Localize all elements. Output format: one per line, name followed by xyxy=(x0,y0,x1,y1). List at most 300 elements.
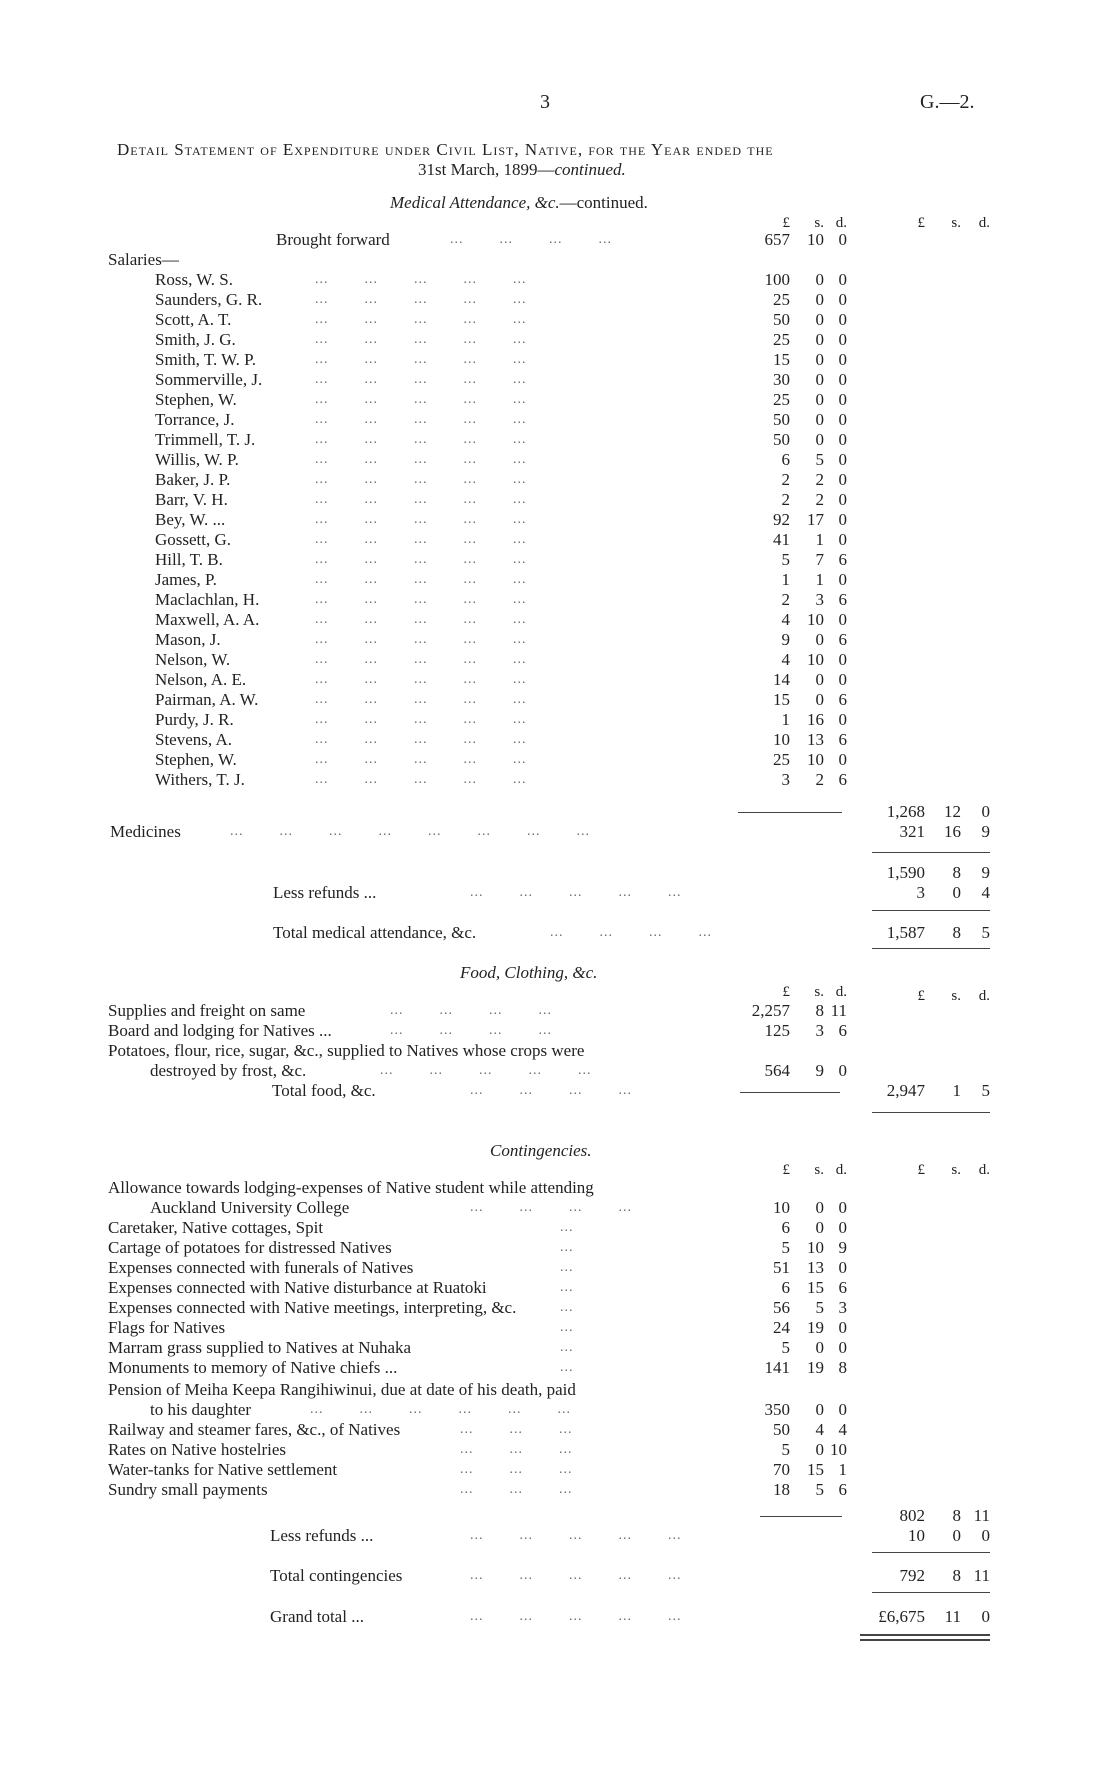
salary-row-pence: 0 xyxy=(838,410,847,429)
leader-dots: ... ... ... xyxy=(460,1462,573,1477)
salary-row-pounds: 50 xyxy=(773,310,790,329)
salary-row-pence: 0 xyxy=(838,310,847,329)
contingency-row-label: Cartage of potatoes for distressed Natives xyxy=(108,1238,392,1257)
medicines-pence: 9 xyxy=(981,822,990,841)
salary-row-pounds: 9 xyxy=(781,630,790,649)
leader-dots: ... xyxy=(560,1300,574,1315)
salaries-label: Salaries— xyxy=(108,250,179,269)
leader-dots: ... ... ... ... ... ... ... ... xyxy=(230,824,590,839)
unit-shillings-col2: s. xyxy=(951,988,961,1004)
salary-row-pounds: 2 xyxy=(781,490,790,509)
pension-pounds: 350 xyxy=(764,1400,790,1419)
contingency-row-pounds: 5 xyxy=(781,1440,790,1459)
contingency-row-shillings: 5 xyxy=(815,1298,824,1317)
grand-total-pounds: £6,675 xyxy=(878,1607,925,1626)
food-potatoes-label-1: Potatoes, flour, rice, sugar, &c., supplied to Natives whose crops were xyxy=(108,1041,585,1060)
leader-dots: ... ... ... ... xyxy=(450,232,612,247)
contingency-row-pounds: 6 xyxy=(781,1218,790,1237)
salary-row-pounds: 5 xyxy=(781,550,790,569)
contingency-row-pounds: 70 xyxy=(773,1460,790,1479)
report-code: G.—2. xyxy=(920,91,975,113)
leader-dots: ... ... ... ... ... xyxy=(315,632,527,647)
salary-row-pounds: 10 xyxy=(773,730,790,749)
grand-total-pence: 0 xyxy=(981,1607,990,1626)
rule xyxy=(738,812,842,813)
salary-row-pence: 0 xyxy=(838,390,847,409)
leader-dots: ... ... ... ... ... xyxy=(315,732,527,747)
medical-heading-title: Medical Attendance, &c. xyxy=(390,193,560,212)
salary-row-pence: 6 xyxy=(838,590,847,609)
salary-row-pounds: 50 xyxy=(773,410,790,429)
food-row-label: Supplies and freight on same xyxy=(108,1001,306,1020)
salary-row-shillings: 2 xyxy=(815,490,824,509)
salary-row-pence: 6 xyxy=(838,770,847,789)
contingency-row-pence: 9 xyxy=(838,1238,847,1257)
contingency-row-label: Rates on Native hostelries xyxy=(108,1440,286,1459)
salaries-total-shillings: 12 xyxy=(944,802,961,821)
unit-pence-col2: d. xyxy=(978,988,990,1004)
salary-row-pounds: 2 xyxy=(781,590,790,609)
rule xyxy=(740,1092,840,1093)
salary-row-pounds: 4 xyxy=(781,610,790,629)
salaries-total-pence: 0 xyxy=(981,802,990,821)
brought-forward-shillings: 10 xyxy=(807,230,824,249)
food-potatoes-pence: 0 xyxy=(838,1061,847,1080)
salary-row-shillings: 1 xyxy=(815,530,824,549)
salary-row-pence: 0 xyxy=(838,750,847,769)
leader-dots: ... ... ... ... ... xyxy=(315,332,527,347)
contingency-row-pence: 8 xyxy=(838,1358,847,1377)
salary-row-shillings: 10 xyxy=(807,610,824,629)
medical-heading-continued: —continued. xyxy=(559,193,648,212)
salary-row-shillings: 2 xyxy=(815,470,824,489)
salary-row-label: Saunders, G. R. xyxy=(155,290,263,309)
salary-row-label: Willis, W. P. xyxy=(155,450,239,469)
food-row-pence: 11 xyxy=(830,1001,847,1020)
brought-forward-pence: 0 xyxy=(838,230,847,249)
salary-row-label: Maxwell, A. A. xyxy=(155,610,260,629)
salary-row-pence: 0 xyxy=(838,470,847,489)
contingency-row-pence: 0 xyxy=(838,1338,847,1357)
contingency-row-pence: 3 xyxy=(838,1298,847,1317)
salary-row-label: Trimmell, T. J. xyxy=(155,430,256,449)
salary-row-label: Bey, W. ... xyxy=(155,510,226,529)
leader-dots: ... ... ... ... ... xyxy=(315,292,527,307)
leader-dots: ... ... ... ... ... xyxy=(315,752,527,767)
leader-dots: ... ... ... ... ... xyxy=(315,392,527,407)
contingency-row-pounds: 18 xyxy=(773,1480,790,1499)
section-heading-food: Food, Clothing, &c. xyxy=(460,963,598,982)
contingency-row-shillings: 4 xyxy=(815,1420,824,1439)
food-row-pounds: 2,257 xyxy=(751,1001,790,1020)
contingency-row-label: Marram grass supplied to Natives at Nuhaka xyxy=(108,1338,412,1357)
salary-row-shillings: 1 xyxy=(815,570,824,589)
leader-dots: ... ... ... ... ... xyxy=(315,412,527,427)
page-number: 3 xyxy=(540,91,550,113)
leader-dots: ... ... ... xyxy=(460,1482,573,1497)
medical-total-pounds: 1,587 xyxy=(886,923,925,942)
salary-row-pence: 6 xyxy=(838,730,847,749)
leader-dots: ... ... ... ... xyxy=(390,1003,552,1018)
leader-dots: ... ... ... ... ... xyxy=(315,312,527,327)
salary-row-pence: 0 xyxy=(838,430,847,449)
salary-row-label: Nelson, A. E. xyxy=(155,670,247,689)
leader-dots: ... ... ... ... ... xyxy=(315,572,527,587)
contingency-row-shillings: 0 xyxy=(815,1338,824,1357)
medical-total-pence: 5 xyxy=(981,923,990,942)
salary-row-shillings: 16 xyxy=(807,710,824,729)
contingencies-less-refunds-label: Less refunds ... xyxy=(270,1526,374,1545)
leader-dots: ... ... ... ... ... xyxy=(315,492,527,507)
medical-total-shillings: 8 xyxy=(952,923,961,942)
salary-row-pounds: 50 xyxy=(773,430,790,449)
salary-row-pence: 0 xyxy=(838,570,847,589)
leader-dots: ... ... ... ... ... xyxy=(315,432,527,447)
contingency-row-shillings: 15 xyxy=(807,1278,824,1297)
salary-row-pounds: 1 xyxy=(781,710,790,729)
leader-dots: ... ... ... ... xyxy=(470,1083,632,1098)
salary-row-label: Stevens, A. xyxy=(155,730,232,749)
food-row-shillings: 8 xyxy=(815,1001,824,1020)
salary-row-label: Scott, A. T. xyxy=(155,310,232,329)
leader-dots: ... xyxy=(560,1280,574,1295)
contingencies-subtotal-pence: 11 xyxy=(973,1506,990,1525)
contingency-row-label: Sundry small payments xyxy=(108,1480,268,1499)
salary-row-label: Ross, W. S. xyxy=(155,270,233,289)
title-line-1: Detail Statement of Expenditure under Civil List, Native, for the Year ended the xyxy=(117,140,774,159)
food-total-label: Total food, &c. xyxy=(272,1081,376,1100)
salary-row-pence: 0 xyxy=(838,290,847,309)
allowance-pence: 0 xyxy=(838,1198,847,1217)
salary-row-shillings: 2 xyxy=(815,770,824,789)
salary-row-shillings: 0 xyxy=(815,390,824,409)
medicines-shillings: 16 xyxy=(944,822,961,841)
salaries-total-pounds: 1,268 xyxy=(886,802,925,821)
food-potatoes-pounds: 564 xyxy=(764,1061,790,1080)
food-row-label: Board and lodging for Natives ... xyxy=(108,1021,332,1040)
salary-row-label: Mason, J. xyxy=(155,630,221,649)
salary-row-label: Gossett, G. xyxy=(155,530,232,549)
leader-dots: ... ... ... ... ... xyxy=(315,452,527,467)
salary-row-shillings: 7 xyxy=(815,550,824,569)
food-row-pence: 6 xyxy=(838,1021,847,1040)
salary-row-label: Torrance, J. xyxy=(155,410,235,429)
food-total-pence: 5 xyxy=(981,1081,990,1100)
salary-row-shillings: 10 xyxy=(807,750,824,769)
salary-row-shillings: 0 xyxy=(815,270,824,289)
leader-dots: ... ... ... ... ... xyxy=(315,712,527,727)
contingency-row-pounds: 51 xyxy=(773,1258,790,1277)
unit-pounds-col2: £ xyxy=(917,1162,925,1178)
contingency-row-pounds: 24 xyxy=(773,1318,790,1337)
medical-less-refunds-pence: 4 xyxy=(981,883,990,902)
contingency-row-label: Water-tanks for Native settlement xyxy=(108,1460,338,1479)
double-rule xyxy=(860,1634,990,1636)
salary-row-pounds: 41 xyxy=(773,530,790,549)
contingency-row-shillings: 10 xyxy=(807,1238,824,1257)
leader-dots: ... ... ... ... ... xyxy=(470,885,682,900)
contingencies-total-pounds: 792 xyxy=(899,1566,925,1585)
salary-row-pounds: 15 xyxy=(773,690,790,709)
rule xyxy=(872,1552,990,1553)
contingency-row-label: Expenses connected with Native meetings, interpreting, &c. xyxy=(108,1298,517,1317)
contingency-row-pence: 0 xyxy=(838,1258,847,1277)
leader-dots: ... xyxy=(560,1340,574,1355)
salary-row-label: Baker, J. P. xyxy=(155,470,231,489)
contingency-row-label: Expenses connected with funerals of Natives xyxy=(108,1258,414,1277)
contingencies-total-pence: 11 xyxy=(973,1566,990,1585)
food-row-pounds: 125 xyxy=(764,1021,790,1040)
salary-row-pounds: 92 xyxy=(773,510,790,529)
leader-dots: ... ... ... xyxy=(460,1422,573,1437)
rule xyxy=(872,1592,990,1593)
salary-row-pence: 0 xyxy=(838,450,847,469)
leader-dots: ... ... ... ... ... xyxy=(315,352,527,367)
allowance-shillings: 0 xyxy=(815,1198,824,1217)
leader-dots: ... ... ... ... ... ... xyxy=(310,1402,571,1417)
salary-row-pounds: 25 xyxy=(773,290,790,309)
rule xyxy=(760,1516,842,1517)
unit-pounds-col2: £ xyxy=(917,988,925,1004)
contingency-row-shillings: 5 xyxy=(815,1480,824,1499)
salary-row-shillings: 0 xyxy=(815,370,824,389)
rule xyxy=(872,1112,990,1113)
contingency-row-pounds: 141 xyxy=(764,1358,790,1377)
salary-row-pounds: 6 xyxy=(781,450,790,469)
leader-dots: ... ... ... ... xyxy=(390,1023,552,1038)
medical-less-refunds-label: Less refunds ... xyxy=(273,883,377,902)
salary-row-pounds: 25 xyxy=(773,750,790,769)
brought-forward-pounds: 657 xyxy=(764,230,790,249)
salary-row-pence: 0 xyxy=(838,610,847,629)
salary-row-shillings: 5 xyxy=(815,450,824,469)
allowance-pounds: 10 xyxy=(773,1198,790,1217)
unit-pence-col1: d. xyxy=(835,984,847,1000)
salary-row-pence: 0 xyxy=(838,710,847,729)
unit-shillings-col2: s. xyxy=(951,1162,961,1178)
leader-dots: ... ... ... ... ... xyxy=(470,1609,682,1624)
leader-dots: ... ... ... ... ... xyxy=(315,652,527,667)
salary-row-pence: 0 xyxy=(838,490,847,509)
salary-row-pence: 0 xyxy=(838,530,847,549)
medicines-pounds: 321 xyxy=(899,822,925,841)
salary-row-label: Hill, T. B. xyxy=(155,550,223,569)
salary-row-pence: 0 xyxy=(838,670,847,689)
rule xyxy=(872,948,990,949)
leader-dots: ... xyxy=(560,1220,574,1235)
medical-total-label: Total medical attendance, &c. xyxy=(273,923,477,942)
salary-row-label: Pairman, A. W. xyxy=(155,690,259,709)
double-rule xyxy=(860,1639,990,1641)
salary-row-shillings: 0 xyxy=(815,350,824,369)
salary-row-label: Smith, J. G. xyxy=(155,330,236,349)
food-potatoes-shillings: 9 xyxy=(815,1061,824,1080)
leader-dots: ... ... ... ... ... xyxy=(315,672,527,687)
salary-row-pence: 0 xyxy=(838,650,847,669)
leader-dots: ... ... ... ... ... xyxy=(315,692,527,707)
salary-row-label: Purdy, J. R. xyxy=(155,710,234,729)
salary-row-shillings: 13 xyxy=(807,730,824,749)
leader-dots: ... ... ... xyxy=(460,1442,573,1457)
salary-row-pounds: 100 xyxy=(764,270,790,289)
medicines-label: Medicines xyxy=(110,822,181,841)
salary-row-pounds: 2 xyxy=(781,470,790,489)
contingency-row-pounds: 6 xyxy=(781,1278,790,1297)
leader-dots: ... ... ... ... ... xyxy=(470,1528,682,1543)
title-line-2 xyxy=(418,160,626,180)
salary-row-label: Barr, V. H. xyxy=(155,490,228,509)
salary-row-pence: 6 xyxy=(838,630,847,649)
unit-shillings-col1: s. xyxy=(814,1162,824,1178)
contingency-row-label: Flags for Natives xyxy=(108,1318,226,1337)
contingency-row-pounds: 5 xyxy=(781,1238,790,1257)
salary-row-pounds: 14 xyxy=(773,670,790,689)
salary-row-pounds: 25 xyxy=(773,390,790,409)
rule xyxy=(872,910,990,911)
contingency-row-pence: 6 xyxy=(838,1278,847,1297)
rule xyxy=(872,852,990,853)
contingency-row-pence: 1 xyxy=(838,1460,847,1479)
salary-row-pounds: 25 xyxy=(773,330,790,349)
leader-dots: ... ... ... ... ... xyxy=(315,552,527,567)
food-total-pounds: 2,947 xyxy=(886,1081,925,1100)
contingencies-less-refunds-shillings: 0 xyxy=(952,1526,961,1545)
allowance-label-2: Auckland University College xyxy=(150,1198,350,1217)
contingency-row-pence: 4 xyxy=(838,1420,847,1439)
leader-dots: ... ... ... ... ... xyxy=(315,532,527,547)
salary-row-pence: 6 xyxy=(838,690,847,709)
contingency-row-pounds: 56 xyxy=(773,1298,790,1317)
leader-dots: ... ... ... ... ... xyxy=(315,472,527,487)
contingency-row-shillings: 13 xyxy=(807,1258,824,1277)
salary-row-shillings: 10 xyxy=(807,650,824,669)
salary-row-pounds: 1 xyxy=(781,570,790,589)
food-total-shillings: 1 xyxy=(952,1081,961,1100)
contingency-row-pence: 0 xyxy=(838,1318,847,1337)
medical-subtotal-shillings: 8 xyxy=(952,863,961,882)
leader-dots: ... xyxy=(560,1240,574,1255)
contingency-row-pounds: 50 xyxy=(773,1420,790,1439)
unit-pence-col1: d. xyxy=(835,1162,847,1178)
salary-row-shillings: 0 xyxy=(815,430,824,449)
salary-row-label: Stephen, W. xyxy=(155,750,237,769)
salary-row-shillings: 0 xyxy=(815,330,824,349)
salary-row-label: Stephen, W. xyxy=(155,390,237,409)
salary-row-shillings: 0 xyxy=(815,290,824,309)
medical-less-refunds-pounds: 3 xyxy=(916,883,925,902)
contingency-row-pence: 10 xyxy=(830,1440,847,1459)
food-potatoes-label-2: destroyed by frost, &c. xyxy=(150,1061,307,1080)
leader-dots: ... ... ... ... ... xyxy=(315,592,527,607)
contingency-row-label: Caretaker, Native cottages, Spit xyxy=(108,1218,324,1237)
pension-shillings: 0 xyxy=(815,1400,824,1419)
pension-label-2: to his daughter xyxy=(150,1400,252,1419)
contingency-row-label: Expenses connected with Native disturbance at Ruatoki xyxy=(108,1278,487,1297)
salary-row-label: Smith, T. W. P. xyxy=(155,350,256,369)
contingency-row-shillings: 15 xyxy=(807,1460,824,1479)
salary-row-pence: 0 xyxy=(838,350,847,369)
section-heading-contingencies: Contingencies. xyxy=(490,1141,592,1160)
salary-row-label: Withers, T. J. xyxy=(155,770,245,789)
salary-row-label: Maclachlan, H. xyxy=(155,590,260,609)
salary-row-pounds: 4 xyxy=(781,650,790,669)
contingency-row-shillings: 19 xyxy=(807,1358,824,1377)
section-heading-medical xyxy=(390,193,648,213)
salary-row-label: James, P. xyxy=(155,570,217,589)
unit-shillings-col1: s. xyxy=(814,215,824,231)
leader-dots: ... ... ... ... ... xyxy=(315,372,527,387)
contingencies-subtotal-pounds: 802 xyxy=(899,1506,925,1525)
leader-dots: ... ... ... ... ... xyxy=(380,1063,592,1078)
leader-dots: ... ... ... ... xyxy=(470,1200,632,1215)
medical-subtotal-pence: 9 xyxy=(981,863,990,882)
title-continued: continued. xyxy=(554,160,626,179)
contingencies-subtotal-shillings: 8 xyxy=(952,1506,961,1525)
brought-forward-label: Brought forward xyxy=(276,230,390,249)
contingency-row-pence: 0 xyxy=(838,1218,847,1237)
leader-dots: ... xyxy=(560,1320,574,1335)
pension-label-1: Pension of Meiha Keepa Rangihiwinui, due at date of his death, paid xyxy=(108,1380,576,1399)
leader-dots: ... ... ... ... xyxy=(550,925,712,940)
grand-total-shillings: 11 xyxy=(944,1607,961,1626)
contingencies-less-refunds-pence: 0 xyxy=(981,1526,990,1545)
salary-row-shillings: 0 xyxy=(815,310,824,329)
unit-pounds-col2: £ xyxy=(917,215,925,231)
leader-dots: ... xyxy=(560,1360,574,1375)
contingencies-total-shillings: 8 xyxy=(952,1566,961,1585)
contingency-row-pence: 6 xyxy=(838,1480,847,1499)
salary-row-pounds: 15 xyxy=(773,350,790,369)
salary-row-shillings: 17 xyxy=(807,510,824,529)
salary-row-pence: 0 xyxy=(838,370,847,389)
leader-dots: ... ... ... ... ... xyxy=(470,1568,682,1583)
medical-less-refunds-shillings: 0 xyxy=(952,883,961,902)
unit-pounds-col1: £ xyxy=(782,215,790,231)
unit-shillings-col2: s. xyxy=(951,215,961,231)
pension-pence: 0 xyxy=(838,1400,847,1419)
salary-row-pence: 0 xyxy=(838,270,847,289)
salary-row-label: Sommerville, J. xyxy=(155,370,263,389)
contingencies-less-refunds-pounds: 10 xyxy=(908,1526,925,1545)
salary-row-pence: 0 xyxy=(838,510,847,529)
salary-row-shillings: 0 xyxy=(815,670,824,689)
unit-pence-col2: d. xyxy=(978,1162,990,1178)
salary-row-shillings: 0 xyxy=(815,690,824,709)
contingency-row-label: Monuments to memory of Native chiefs ... xyxy=(108,1358,398,1377)
food-row-shillings: 3 xyxy=(815,1021,824,1040)
salary-row-shillings: 0 xyxy=(815,630,824,649)
grand-total-label: Grand total ... xyxy=(270,1607,364,1626)
leader-dots: ... ... ... ... ... xyxy=(315,772,527,787)
unit-pounds-col1: £ xyxy=(782,1162,790,1178)
contingencies-total-label: Total contingencies xyxy=(270,1566,403,1585)
medical-subtotal-pounds: 1,590 xyxy=(886,863,925,882)
contingency-row-pounds: 5 xyxy=(781,1338,790,1357)
contingency-row-label: Railway and steamer fares, &c., of Natives xyxy=(108,1420,401,1439)
leader-dots: ... xyxy=(560,1260,574,1275)
unit-shillings-col1: s. xyxy=(814,984,824,1000)
contingency-row-shillings: 0 xyxy=(815,1218,824,1237)
leader-dots: ... ... ... ... ... xyxy=(315,272,527,287)
allowance-label-1: Allowance towards lodging-expenses of Native student while attending xyxy=(108,1178,594,1197)
leader-dots: ... ... ... ... ... xyxy=(315,612,527,627)
salary-row-pounds: 3 xyxy=(781,770,790,789)
unit-pence-col2: d. xyxy=(978,215,990,231)
unit-pounds-col1: £ xyxy=(782,984,790,1000)
title-date: 31st March, 1899— xyxy=(418,160,555,179)
salary-row-pounds: 30 xyxy=(773,370,790,389)
salary-row-shillings: 0 xyxy=(815,410,824,429)
